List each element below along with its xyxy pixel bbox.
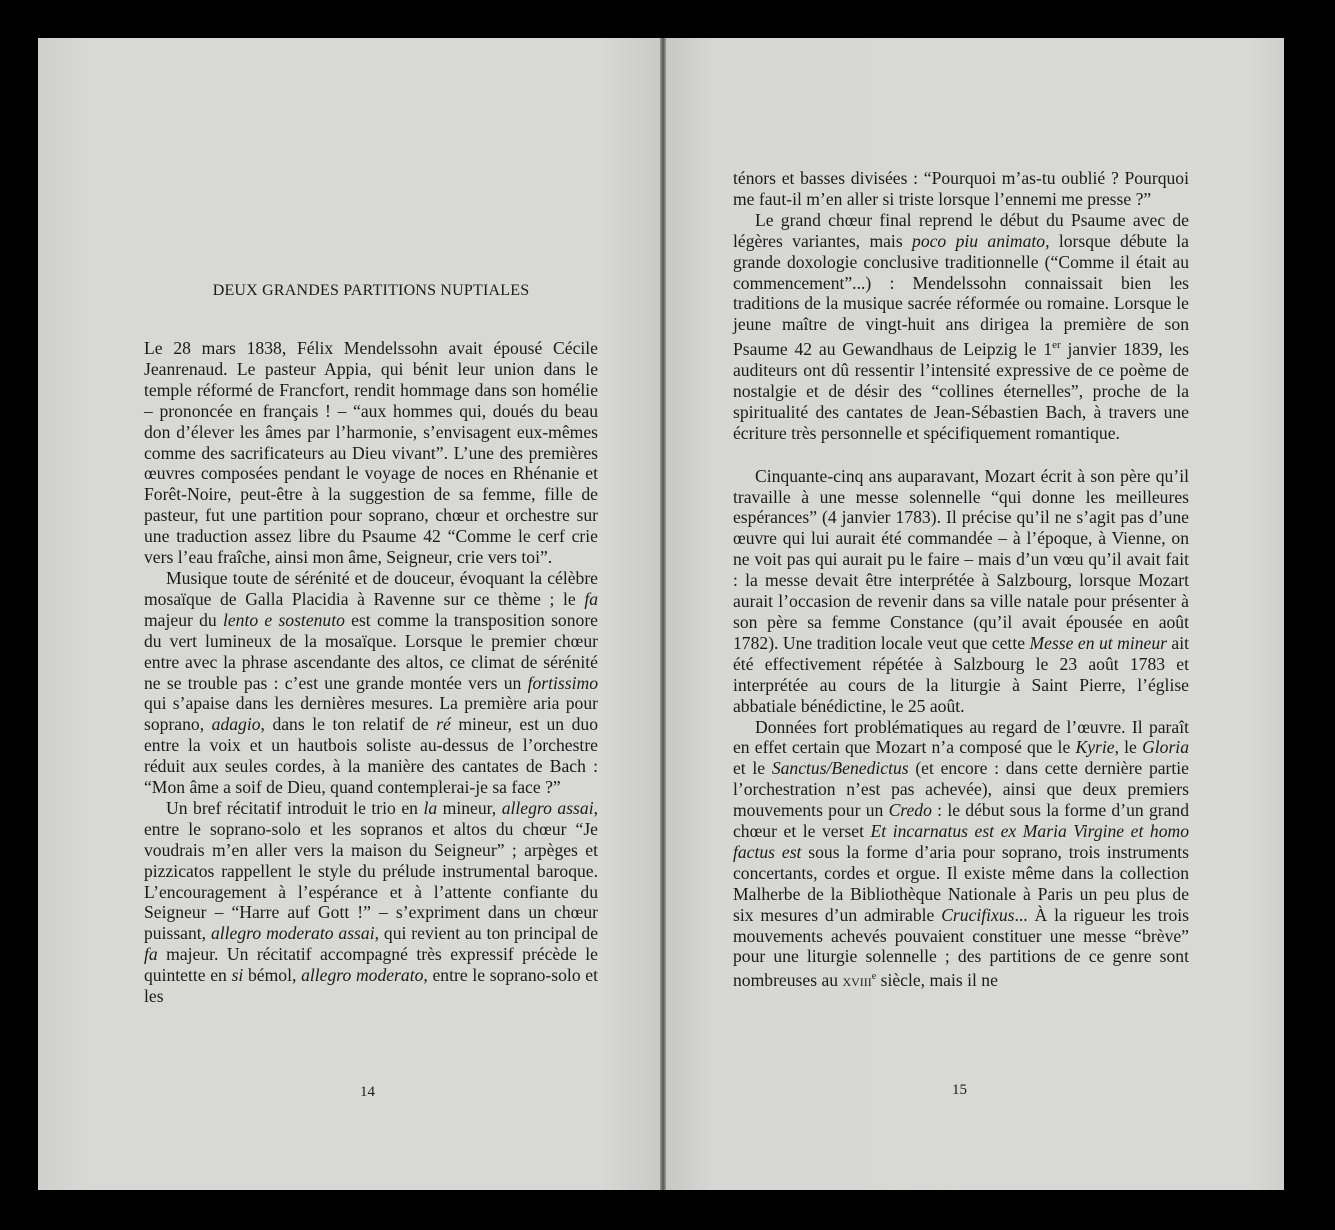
paragraph: Le grand chœur final reprend le début du Psaume avec de légères variantes, mais poco piu animato, lorsque débute la grande doxologie conclusive traditionnelle (“Comme il était au commencement”...) : Mendelssohn connaissait bien les traditions de la musique sacrée réformée ou romaine. Lorsque le jeune maître de vingt-huit ans dirigea la première de son Psaume 42 au Gewandhaus de Leipzig le 1er janvier 1839, les auditeurs ont dû ressentir l’intensité expressive de ce poème de nostalgie et de désir des “collines éternelles”, proche de la spiritualité des cantates de Jean-Sébastien Bach, à travers une écriture très personnelle et spécifiquement romantique. (733, 209, 1189, 443)
paragraph: Le 28 mars 1838, Félix Mendelssohn avait épousé Cécile Jeanrenaud. Le pasteur Appia, qui bénit leur union dans le temple réformé de Francfort, rendit hommage dans son homélie – prononcée en français ! – “aux hommes qui, doués du beau don d’élever les âmes par l’harmonie, s’envisagent eux-mêmes comme des sacrificateurs au Dieu vivant”. L’une des premières œuvres composées pendant le voyage de noces en Rhénanie et Forêt-Noire, peut-être à la suggestion de sa femme, fille de pasteur, fut une partition pour soprano, chœur et orchestre sur une traduction assez libre du Psaume 42 “Comme le cerf crie vers l’eau fraîche, ainsi mon âme, Seigneur, crie vers toi”. (144, 338, 598, 568)
right-page (666, 38, 1284, 1190)
page-number: 15 (952, 1082, 967, 1098)
right-text-column (733, 168, 1189, 991)
show-through-text (142, 148, 146, 166)
section-heading: DEUX GRANDES PARTITIONS NUPTIALES (212, 282, 530, 299)
left-text-column (144, 338, 598, 1007)
paragraph: Musique toute de sérénité et de douceur, évoquant la célèbre mosaïque de Galla Placidia à Ravenne sur ce thème ; le fa majeur du lento e sostenuto est comme la transposition sonore du vert lumineux de la mosaïque. Lorsque le premier chœur entre avec la phrase ascendante des altos, ce climat de sérénité ne se trouble pas : c’est une grande montée vers un fortissimo qui s’apaise dans les dernières mesures. La première aria pour soprano, adagio, dans le ton relatif de ré mineur, est un duo entre la voix et un hautbois soliste au-dessus de l’orchestre réduit aux seules cordes, à la manière des cantates de Bach : “Mon âme a soif de Dieu, quand contemplerai-je sa face ?” (144, 567, 599, 798)
page-number: 14 (360, 1084, 375, 1100)
paragraph: Cinquante-cinq ans auparavant, Mozart écrit à son père qu’il travaille à une messe solennelle “qui donne les meilleures espérances” (4 janvier 1783). Il précise qu’il ne s’agit pas d’une œuvre qui lui aurait été commandée – à l’époque, à Vienne, on ne voit pas qui aurait pu le faire – mais d’un vœu qu’il avait fait : la messe devait être interprétée à Salzbourg, lorsque Mozart aurait l’occasion de revenir dans sa ville natale pour présenter à son père sa femme Constance (qu’il avait épousée en août 1782). Une tradition locale veut que cette Messe en ut mineur ait été effectivement répétée à Salzbourg le 23 août 1783 et interprétée au cours de la liturgie à Saint Pierre, l’église abbatiale bénédictine, le 25 août. (733, 465, 1190, 716)
left-page (38, 38, 662, 1190)
paragraph: ténors et basses divisées : “Pourquoi m’as-tu oublié ? Pourquoi me faut-il m’en aller si triste lorsque l’ennemi me presse ?” (733, 168, 1189, 209)
paragraph: Données fort problématiques au regard de l’œuvre. Il paraît en effet certain que Mozart n’a composé que le Kyrie, le Gloria et le Sanctus/Benedictus (et encore : dans cette dernière partie l’orchestration n’est pas achevée), ainsi que deux premiers mouvements pour un Credo : le début sous la forme d’un grand chœur et le verset Et incarnatus est ex Maria Virgine et homo factus est sous la forme d’aria pour soprano, trois instruments concertants, cordes et orgue. Il existe même dans la collection Malherbe de la Bibliothèque Nationale à Paris un peu plus de six mesures d’un admirable Crucifixus... À la rigueur les trois mouvements achevés pouvaient constituer une messe “brève” pour une liturgie solennelle ; des partitions de ce genre sont nombreuses au xviii$^e$ siècle, mais il ne (733, 716, 1190, 991)
paragraph: Un bref récitatif introduit le trio en la mineur, allegro assai, entre le soprano-solo et les sopranos et altos du chœur “Je voudrais m’en aller vers la maison du Seigneur” ; arpèges et pizzicatos rappellent le style du prélude instrumental baroque. L’encouragement à l’espérance et à l’attente confiante du Seigneur – “Harre auf Gott !” – s’expriment dans un chœur puissant, allegro moderato assai, qui revient au ton principal de fa majeur. Un récitatif accompagné très expressif précède le quintette en si bémol, allegro moderato, entre le soprano-solo et les (144, 797, 599, 1007)
